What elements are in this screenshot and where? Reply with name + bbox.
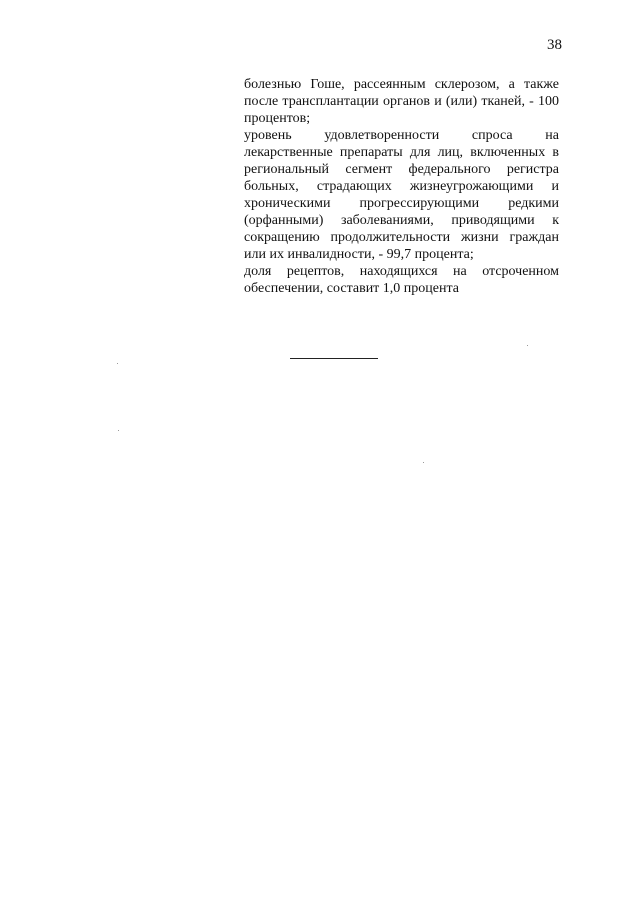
paragraph-demand-satisfaction: уровень удовлетворенности спроса на лекарственные препараты для лиц, включенных в региональный сегмент федерального регистра больных, страдающих жизнеугрожающими и хроническими прогрессирующими редкими (орфанными) заболеваниями, приводящими к сокращению продолжительности жизни граждан или их инвалидности, - 99,7 процента; <box>244 128 559 262</box>
end-separator-line <box>290 358 378 359</box>
scan-speck <box>117 363 118 364</box>
page-number: 38 <box>547 37 562 53</box>
paragraph-gaucher-disease: болезнью Гоше, рассеянным склерозом, а также после трансплантации органов и (или) тканей, - 100 процентов; <box>244 77 559 126</box>
scan-speck <box>118 430 119 431</box>
document-body <box>244 76 559 297</box>
scan-speck <box>527 345 528 346</box>
paragraph-deferred-prescriptions: доля рецептов, находящихся на отсроченном обеспечении, составит 1,0 процента <box>244 264 559 296</box>
scan-speck <box>423 462 424 463</box>
